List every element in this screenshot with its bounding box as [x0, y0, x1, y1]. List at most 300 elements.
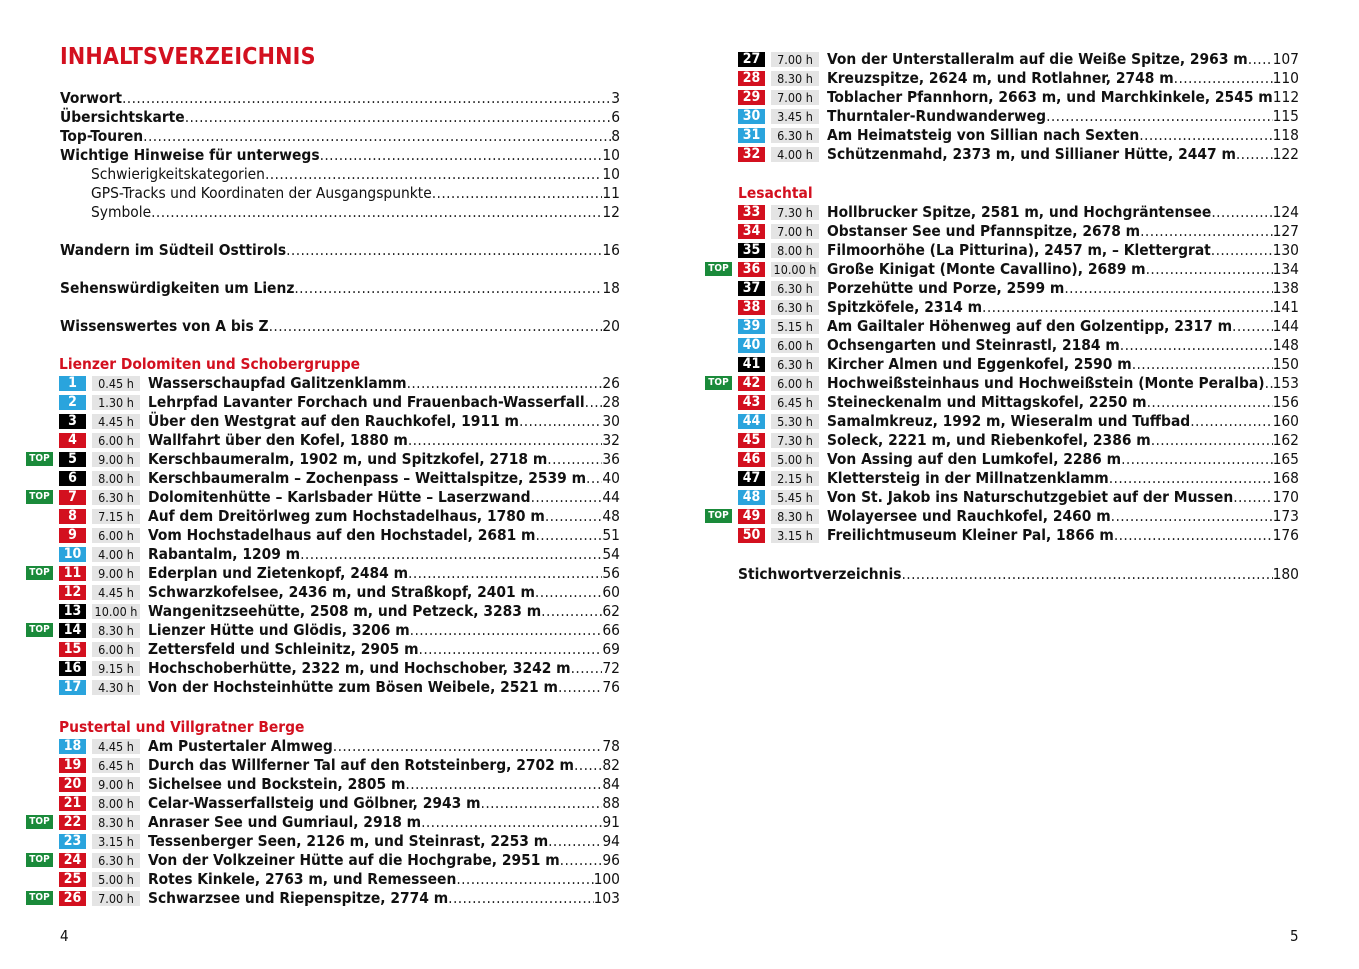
tour-entry-title: Schwarzsee und Riepenspitze, 2774 m: [148, 889, 449, 907]
tour-duration: 5.00 h: [771, 452, 819, 467]
tour-entry[interactable]: [148, 526, 620, 545]
tour-duration: 8.00 h: [92, 796, 140, 811]
tour-duration: 8.00 h: [771, 243, 819, 258]
tour-entry-page: 130: [1272, 241, 1299, 259]
tour-duration: 3.45 h: [771, 109, 819, 124]
tour-number-badge: 10: [59, 547, 86, 562]
tour-entry-page: 118: [1272, 126, 1299, 144]
tour-entry-page: 124: [1272, 203, 1299, 221]
tour-number-badge: 25: [59, 872, 86, 887]
tour-entry-page: 76: [602, 678, 620, 696]
tour-entry[interactable]: [148, 507, 620, 526]
tour-entry[interactable]: [827, 107, 1299, 126]
tour-entry[interactable]: [827, 526, 1299, 545]
dot-leader: [1132, 355, 1273, 374]
tour-entry-page: 153: [1272, 374, 1299, 392]
tour-entry-title: Thurntaler-Rundwanderweg: [827, 107, 1047, 125]
tour-number-badge: 12: [59, 585, 86, 600]
tour-entry-title: Tessenberger Seen, 2126 m, und Steinrast, 2253 m: [148, 832, 549, 850]
tour-entry-page: 66: [602, 621, 620, 639]
tour-number-badge: 36: [738, 262, 765, 277]
tour-entry[interactable]: [148, 794, 620, 813]
tour-entry-title: Freilichtmuseum Kleiner Pal, 1866 m: [827, 526, 1114, 544]
tour-entry[interactable]: [148, 602, 620, 621]
tour-entry-title: Rabantalm, 1209 m: [148, 545, 301, 563]
tour-duration: 6.45 h: [92, 758, 140, 773]
toc-entry-title: Vorwort: [60, 89, 122, 107]
tour-entry-page: 107: [1272, 50, 1299, 68]
tour-entry-page: 84: [602, 775, 620, 793]
tour-entry-page: 26: [602, 374, 620, 392]
tour-number-badge: 46: [738, 452, 765, 467]
tour-duration: 5.30 h: [771, 414, 819, 429]
tour-entry-page: 144: [1272, 317, 1299, 335]
tour-entry-title: Von der Volkzeiner Hütte auf die Hochgrabe, 2951 m: [148, 851, 560, 869]
tour-entry[interactable]: [148, 659, 620, 678]
tour-number-badge: 32: [738, 147, 765, 162]
tour-duration: 6.00 h: [771, 376, 819, 391]
page-title: INHALTSVERZEICHNIS: [60, 44, 316, 70]
tour-entry[interactable]: [148, 678, 620, 697]
toc-entry[interactable]: [60, 317, 620, 336]
toc-entry-page: 10: [602, 146, 620, 164]
tour-entry-title: Klettersteig in der Millnatzenklamm: [827, 469, 1109, 487]
dot-leader: [1248, 50, 1273, 69]
tour-entry-title: Am Pustertaler Almweg: [148, 737, 333, 755]
tour-entry[interactable]: [827, 469, 1299, 488]
tour-entry[interactable]: [827, 298, 1299, 317]
tour-entry[interactable]: [827, 336, 1299, 355]
dot-leader: [1140, 222, 1272, 241]
tour-duration: 10.00 h: [92, 604, 140, 619]
dot-leader: [535, 583, 602, 602]
tour-entry[interactable]: [148, 775, 620, 794]
dot-leader: [1232, 317, 1273, 336]
toc-subentry[interactable]: [91, 165, 620, 184]
dot-leader: [1139, 126, 1272, 145]
tour-entry-title: Wolayersee und Rauchkofel, 2460 m: [827, 507, 1111, 525]
tour-entry[interactable]: [148, 374, 620, 393]
tour-entry-title: Wangenitzseehütte, 2508 m, und Petzeck, 3283 m: [148, 602, 542, 620]
tour-entry[interactable]: [827, 260, 1299, 279]
tour-duration: 9.15 h: [92, 661, 140, 676]
tour-entry-page: 78: [602, 737, 620, 755]
toc-subentry[interactable]: [91, 184, 620, 203]
tour-number-badge: 21: [59, 796, 86, 811]
toc-entry-page: 6: [611, 108, 620, 126]
tour-entry[interactable]: [827, 145, 1299, 164]
tour-entry-title: Samalmkreuz, 1992 m, Wieseralm und Tuffbad: [827, 412, 1191, 430]
tour-entry-title: Von St. Jakob ins Naturschutzgebiet auf der Mussen: [827, 488, 1234, 506]
tour-entry[interactable]: [148, 813, 620, 832]
tour-entry-page: 32: [602, 431, 620, 449]
tour-entry[interactable]: [148, 851, 620, 870]
tour-number-badge: 41: [738, 357, 765, 372]
dot-leader: [535, 526, 602, 545]
tour-entry-title: Am Gailtaler Höhenweg auf den Golzentipp, 2317 m: [827, 317, 1233, 335]
tour-entry-title: Wallfahrt über den Kofel, 1880 m: [148, 431, 408, 449]
dot-leader: [456, 870, 593, 889]
tour-entry-page: 40: [602, 469, 620, 487]
tour-entry-page: 30: [602, 412, 620, 430]
dot-leader: [1120, 336, 1273, 355]
dot-leader: [448, 889, 593, 908]
tour-duration: 4.45 h: [92, 739, 140, 754]
tour-number-badge: 49: [738, 509, 765, 524]
tour-entry-title: Steineckenalm und Mittagskofel, 2250 m: [827, 393, 1147, 411]
toc-subentry-title: GPS-Tracks und Koordinaten der Ausgangspunkte: [91, 184, 432, 202]
tour-entry-page: 115: [1272, 107, 1299, 125]
tour-number-badge: 18: [59, 739, 86, 754]
tour-duration: 7.00 h: [771, 52, 819, 67]
tour-entry-title: Celar-Wasserfallsteig und Gölbner, 2943 m: [148, 794, 481, 812]
dot-leader: [545, 507, 603, 526]
tour-number-badge: 17: [59, 680, 86, 695]
tour-entry-page: 44: [602, 488, 620, 506]
tour-duration: 8.30 h: [92, 815, 140, 830]
top-badge: TOP: [705, 509, 732, 523]
dot-leader: [408, 431, 603, 450]
dot-leader: [1233, 488, 1272, 507]
tour-duration: 2.15 h: [771, 471, 819, 486]
tour-entry-page: 69: [602, 640, 620, 658]
tour-entry-title: Über den Westgrat auf den Rauchkofel, 1911 m: [148, 412, 519, 430]
dot-leader: [541, 602, 602, 621]
tour-entry[interactable]: [148, 621, 620, 640]
tour-entry-title: Anraser See und Gumriaul, 2918 m: [148, 813, 422, 831]
tour-entry-title: Kircher Almen und Eggenkofel, 2590 m: [827, 355, 1132, 373]
tour-entry-page: 103: [593, 889, 620, 907]
tour-number-badge: 28: [738, 71, 765, 86]
toc-entry[interactable]: [60, 146, 620, 165]
tour-number-badge: 40: [738, 338, 765, 353]
top-badge: TOP: [26, 623, 53, 637]
tour-entry[interactable]: [827, 50, 1299, 69]
tour-entry-title: Hollbrucker Spitze, 2581 m, und Hochgräntensee: [827, 203, 1212, 221]
tour-entry[interactable]: [148, 583, 620, 602]
tour-entry[interactable]: [148, 564, 620, 583]
tour-entry-page: 88: [602, 794, 620, 812]
tour-number-badge: 16: [59, 661, 86, 676]
tour-number-badge: 31: [738, 128, 765, 143]
tour-entry-title: Vom Hochstadelhaus auf den Hochstadel, 2681 m: [148, 526, 536, 544]
tour-number-badge: 9: [59, 528, 86, 543]
tour-number-badge: 29: [738, 90, 765, 105]
tour-duration: 6.30 h: [92, 490, 140, 505]
dot-leader: [1109, 469, 1273, 488]
dot-leader: [548, 832, 602, 851]
tour-entry-title: Von der Unterstalleralm auf die Weiße Spitze, 2963 m: [827, 50, 1248, 68]
tour-entry[interactable]: [827, 488, 1299, 507]
tour-duration: 9.00 h: [92, 777, 140, 792]
tour-number-badge: 30: [738, 109, 765, 124]
tour-entry[interactable]: [827, 126, 1299, 145]
toc-subentry-title: Schwierigkeitskategorien: [91, 165, 265, 183]
tour-number-badge: 47: [738, 471, 765, 486]
toc-subentry-page: 12: [602, 203, 620, 221]
tour-entry-page: 100: [593, 870, 620, 888]
tour-entry-page: 82: [602, 756, 620, 774]
dot-leader: [1111, 507, 1273, 526]
toc-subentry[interactable]: [91, 203, 620, 222]
tour-entry-page: 156: [1272, 393, 1299, 411]
dot-leader: [1151, 431, 1273, 450]
toc-entry-page: 16: [602, 241, 620, 259]
tour-duration: 6.45 h: [771, 395, 819, 410]
toc-entry[interactable]: [60, 89, 620, 108]
top-badge: TOP: [26, 566, 53, 580]
tour-duration: 8.00 h: [92, 471, 140, 486]
tour-entry-title: Ederplan und Zietenkopf, 2484 m: [148, 564, 409, 582]
tour-entry-page: 112: [1272, 88, 1300, 106]
tour-number-badge: 1: [59, 376, 86, 391]
toc-entry-title: Wandern im Südteil Osttirols: [60, 241, 287, 259]
dot-leader: [300, 545, 602, 564]
toc-entry[interactable]: [60, 127, 620, 146]
dot-leader: [1236, 145, 1273, 164]
tour-entry-title: Zettersfeld und Schleinitz, 2905 m: [148, 640, 419, 658]
tour-entry-page: 148: [1272, 336, 1299, 354]
index-entry-line-page: 180: [1272, 565, 1299, 583]
tour-duration: 7.30 h: [771, 433, 819, 448]
tour-entry[interactable]: [827, 431, 1299, 450]
dot-leader: [286, 241, 602, 260]
tour-number-badge: 22: [59, 815, 86, 830]
section-heading: Pustertal und Villgratner Berge: [59, 718, 305, 736]
toc-entry-title: Übersichtskarte: [60, 108, 185, 126]
tour-duration: 3.15 h: [771, 528, 819, 543]
dot-leader: [560, 851, 603, 870]
top-badge: TOP: [705, 262, 732, 276]
tour-number-badge: 2: [59, 395, 86, 410]
toc-entry-title: Wichtige Hinweise für unterwegs: [60, 146, 320, 164]
tour-entry-page: 54: [602, 545, 620, 563]
tour-entry-title: Soleck, 2221 m, und Riebenkofel, 2386 m: [827, 431, 1151, 449]
tour-entry-title: Von der Hochsteinhütte zum Bösen Weibele, 2521 m: [148, 678, 558, 696]
tour-entry-title: Schützenmahd, 2373 m, und Sillianer Hütte, 2447 m: [827, 145, 1236, 163]
tour-duration: 10.00 h: [771, 262, 819, 277]
toc-entry-page: 20: [602, 317, 620, 335]
tour-number-badge: 4: [59, 433, 86, 448]
tour-duration: 6.30 h: [92, 853, 140, 868]
tour-duration: 6.00 h: [771, 338, 819, 353]
top-badge: TOP: [26, 891, 53, 905]
tour-number-badge: 24: [59, 853, 86, 868]
tour-entry[interactable]: [148, 488, 620, 507]
tour-entry-page: 134: [1272, 260, 1299, 278]
toc-subentry-title: Symbole: [91, 203, 152, 221]
toc-entry[interactable]: [60, 108, 620, 127]
tour-duration: 3.15 h: [92, 834, 140, 849]
dot-leader: [320, 146, 603, 165]
tour-entry-page: 160: [1272, 412, 1299, 430]
tour-entry-page: 173: [1272, 507, 1299, 525]
tour-entry[interactable]: [827, 412, 1299, 431]
tour-entry-page: 51: [602, 526, 620, 544]
tour-entry-title: Hochweißsteinhaus und Hochweißstein (Monte Peralba): [827, 374, 1265, 392]
top-badge: TOP: [26, 452, 53, 466]
tour-entry[interactable]: [148, 450, 620, 469]
dot-leader: [1114, 526, 1273, 545]
dot-leader: [1265, 374, 1273, 393]
tour-number-badge: 20: [59, 777, 86, 792]
dot-leader: [571, 659, 603, 678]
dot-leader: [982, 298, 1273, 317]
tour-number-badge: 23: [59, 834, 86, 849]
dot-leader: [902, 565, 1273, 584]
tour-entry[interactable]: [827, 88, 1299, 107]
dot-leader: [519, 412, 602, 431]
tour-entry-title: Sichelsee und Bockstein, 2805 m: [148, 775, 406, 793]
tour-entry-title: Wasserschaupfad Galitzenklamm: [148, 374, 407, 392]
tour-duration: 9.00 h: [92, 452, 140, 467]
tour-duration: 4.00 h: [92, 547, 140, 562]
tour-number-badge: 6: [59, 471, 86, 486]
tour-duration: 1.30 h: [92, 395, 140, 410]
dot-leader: [1146, 260, 1273, 279]
tour-entry[interactable]: [827, 279, 1299, 298]
tour-entry[interactable]: [148, 469, 620, 488]
tour-entry-title: Dolomitenhütte – Karlsbader Hütte – Laserzwand: [148, 488, 531, 506]
tour-entry[interactable]: [827, 374, 1299, 393]
tour-entry-page: 56: [602, 564, 620, 582]
tour-duration: 4.30 h: [92, 680, 140, 695]
tour-duration: 7.30 h: [771, 205, 819, 220]
tour-duration: 7.00 h: [771, 90, 819, 105]
tour-duration: 7.00 h: [771, 224, 819, 239]
toc-entry-title: Top-Touren: [60, 127, 144, 145]
dot-leader: [585, 393, 603, 412]
toc-entry-title: Sehenswürdigkeiten um Lienz: [60, 279, 295, 297]
tour-number-badge: 5: [59, 452, 86, 467]
dot-leader: [265, 165, 602, 184]
tour-entry[interactable]: [148, 393, 620, 412]
tour-number-badge: 7: [59, 490, 86, 505]
tour-number-badge: 37: [738, 281, 765, 296]
tour-entry[interactable]: [148, 412, 620, 431]
tour-entry-title: Schwarzkofelsee, 2436 m, und Straßkopf, 2401 m: [148, 583, 535, 601]
tour-entry[interactable]: [148, 431, 620, 450]
tour-entry[interactable]: [827, 393, 1299, 412]
tour-entry-title: Auf dem Dreitörlweg zum Hochstadelhaus, 1780 m: [148, 507, 545, 525]
tour-duration: 5.15 h: [771, 319, 819, 334]
toc-entry[interactable]: [60, 279, 620, 298]
tour-entry[interactable]: [827, 450, 1299, 469]
tour-duration: 6.30 h: [771, 357, 819, 372]
tour-entry[interactable]: [827, 203, 1299, 222]
section-heading: Lesachtal: [738, 184, 813, 202]
tour-entry[interactable]: [827, 222, 1299, 241]
tour-entry-page: 138: [1272, 279, 1299, 297]
dot-leader: [558, 678, 602, 697]
top-badge: TOP: [26, 853, 53, 867]
tour-entry-title: Porzehütte und Porze, 2599 m: [827, 279, 1065, 297]
tour-entry[interactable]: [827, 241, 1299, 260]
dot-leader: [1174, 69, 1273, 88]
dot-leader: [333, 737, 603, 756]
tour-entry-page: 60: [602, 583, 620, 601]
dot-leader: [1147, 393, 1273, 412]
top-badge: TOP: [26, 490, 53, 504]
tour-entry[interactable]: [827, 507, 1299, 526]
tour-entry-page: 96: [602, 851, 620, 869]
tour-entry-page: 165: [1272, 450, 1299, 468]
dot-leader: [1190, 412, 1272, 431]
tour-duration: 6.00 h: [92, 642, 140, 657]
tour-number-badge: 14: [59, 623, 86, 638]
dot-leader: [151, 203, 602, 222]
tour-entry-title: Obstanser See und Pfannspitze, 2678 m: [827, 222, 1141, 240]
tour-duration: 7.15 h: [92, 509, 140, 524]
tour-entry-page: 36: [602, 450, 620, 468]
tour-entry[interactable]: [148, 737, 620, 756]
dot-leader: [405, 775, 602, 794]
tour-entry[interactable]: [148, 832, 620, 851]
dot-leader: [1121, 450, 1273, 469]
dot-leader: [185, 108, 611, 127]
top-badge: TOP: [26, 815, 53, 829]
tour-entry[interactable]: [827, 317, 1299, 336]
dot-leader: [1064, 279, 1272, 298]
index-entry-line[interactable]: [738, 565, 1299, 584]
tour-entry[interactable]: [148, 640, 620, 659]
tour-entry-page: 94: [602, 832, 620, 850]
dot-leader: [481, 794, 603, 813]
tour-entry-page: 162: [1272, 431, 1299, 449]
tour-number-badge: 27: [738, 52, 765, 67]
toc-subentry-page: 11: [602, 184, 620, 202]
dot-leader: [531, 488, 603, 507]
tour-number-badge: 43: [738, 395, 765, 410]
dot-leader: [122, 89, 611, 108]
tour-entry[interactable]: [827, 69, 1299, 88]
tour-duration: 4.45 h: [92, 414, 140, 429]
tour-number-badge: 26: [59, 891, 86, 906]
tour-number-badge: 39: [738, 319, 765, 334]
toc-entry[interactable]: [60, 241, 620, 260]
dot-leader: [1211, 203, 1272, 222]
tour-number-badge: 11: [59, 566, 86, 581]
tour-entry-title: Durch das Willferner Tal auf den Rotsteinberg, 2702 m: [148, 756, 574, 774]
toc-entry-page: 8: [611, 127, 620, 145]
tour-entry-title: Große Kinigat (Monte Cavallino), 2689 m: [827, 260, 1146, 278]
tour-duration: 8.30 h: [771, 509, 819, 524]
toc-entry-page: 3: [611, 89, 620, 107]
tour-entry[interactable]: [148, 870, 620, 889]
tour-number-badge: 8: [59, 509, 86, 524]
tour-entry[interactable]: [827, 355, 1299, 374]
tour-number-badge: 45: [738, 433, 765, 448]
tour-entry-title: Hochschoberhütte, 2322 m, und Hochschober, 3242 m: [148, 659, 571, 677]
tour-entry-page: 110: [1272, 69, 1299, 87]
tour-entry[interactable]: [148, 889, 620, 908]
dot-leader: [547, 450, 602, 469]
tour-entry[interactable]: [148, 545, 620, 564]
tour-entry-page: 48: [602, 507, 620, 525]
tour-entry-page: 91: [602, 813, 620, 831]
tour-entry-page: 122: [1272, 145, 1299, 163]
tour-entry-title: Spitzköfele, 2314 m: [827, 298, 983, 316]
tour-duration: 9.00 h: [92, 566, 140, 581]
tour-entry-page: 127: [1272, 222, 1299, 240]
tour-entry[interactable]: [148, 756, 620, 775]
page-number-right: 5: [1290, 927, 1299, 945]
tour-duration: 8.30 h: [771, 71, 819, 86]
tour-entry-title: Lienzer Hütte und Glödis, 3206 m: [148, 621, 410, 639]
tour-number-badge: 48: [738, 490, 765, 505]
dot-leader: [143, 127, 611, 146]
toc-entry-title: Wissenswertes von A bis Z: [60, 317, 269, 335]
